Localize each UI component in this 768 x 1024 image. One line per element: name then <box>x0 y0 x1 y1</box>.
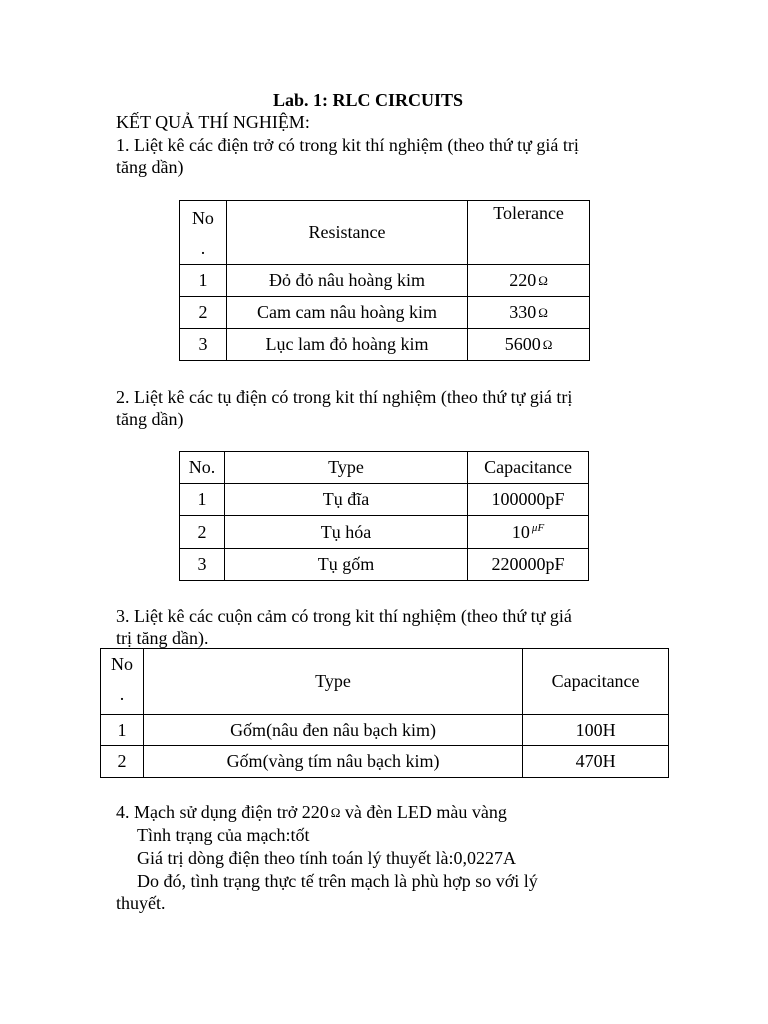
document-title: Lab. 1: RLC CIRCUITS <box>273 90 464 110</box>
header-no: No . <box>180 201 227 265</box>
cell-no: 1 <box>101 715 144 746</box>
table-row <box>101 746 669 778</box>
cell-no: 2 <box>101 746 144 778</box>
table-row <box>180 549 589 581</box>
cell-value: 100H <box>523 715 669 746</box>
cell-no: 1 <box>180 265 227 297</box>
cell-type: Tụ đĩa <box>224 484 467 516</box>
cell-type: Gốm(nâu đen nâu bạch kim) <box>143 715 522 746</box>
cell-no: 3 <box>180 329 227 361</box>
q4-text-line1: 4. Mạch sử dụng điện trở 220 Ω và đèn LED màu vàng <box>116 802 507 822</box>
cell-no: 2 <box>180 516 225 549</box>
cell-value: 330 Ω <box>468 297 590 329</box>
cell-no: 2 <box>180 297 227 329</box>
cell-type: Tụ hóa <box>224 516 467 549</box>
q4-status: Tình trạng của mạch:tốt <box>137 825 310 845</box>
table-header-row <box>101 649 669 715</box>
q3-text-line2: trị tăng dần). <box>116 628 209 648</box>
header-type: Type <box>143 649 522 715</box>
header-capacitance: Capacitance <box>523 649 669 715</box>
q4-conclusion-line2: thuyết. <box>116 893 166 913</box>
inductor-table <box>100 648 669 778</box>
q2-text-line2: tăng dần) <box>116 409 184 429</box>
cell-value: 100000pF <box>468 484 589 516</box>
header-capacitance: Capacitance <box>468 452 589 484</box>
table-header-row <box>180 452 589 484</box>
cell-no: 1 <box>180 484 225 516</box>
header-type: Type <box>224 452 467 484</box>
header-resistance: Resistance <box>226 201 467 265</box>
table-row <box>180 329 590 361</box>
cell-type: Tụ gốm <box>224 549 467 581</box>
table-row <box>180 484 589 516</box>
q4-conclusion-line1: Do đó, tình trạng thực tế trên mạch là phù hợp so với lý <box>137 871 538 891</box>
cell-resistance: Đỏ đỏ nâu hoàng kim <box>226 265 467 297</box>
q3-text-line1: 3. Liệt kê các cuộn cảm có trong kit thí nghiệm (theo thứ tự giá <box>116 606 572 626</box>
cell-value: 470H <box>523 746 669 778</box>
cell-resistance: Lục lam đỏ hoàng kim <box>226 329 467 361</box>
table-row <box>101 715 669 746</box>
cell-value: 5600 Ω <box>468 329 590 361</box>
cell-value: 220000pF <box>468 549 589 581</box>
resistor-table <box>179 200 590 361</box>
q4-current: Giá trị dòng điện theo tính toán lý thuyết là:0,0227A <box>137 848 516 868</box>
cell-no: 3 <box>180 549 225 581</box>
table-row <box>180 297 590 329</box>
table-row <box>180 516 589 549</box>
cell-value: 10 $^{\mu F}$ <box>468 516 589 549</box>
q2-text-line1: 2. Liệt kê các tụ điện có trong kit thí nghiệm (theo thứ tự giá trị <box>116 387 573 407</box>
cell-resistance: Cam cam nâu hoàng kim <box>226 297 467 329</box>
cell-type: Gốm(vàng tím nâu bạch kim) <box>143 746 522 778</box>
table-header-row <box>180 201 590 265</box>
table-row <box>180 265 590 297</box>
results-heading: KẾT QUẢ THÍ NGHIỆM: <box>116 112 310 132</box>
cell-value: 220 Ω <box>468 265 590 297</box>
capacitor-table <box>179 451 589 581</box>
q1-text-line1: 1. Liệt kê các điện trở có trong kit thí nghiệm (theo thứ tự giá trị <box>116 135 579 155</box>
header-no: No . <box>101 649 144 715</box>
header-no: No. <box>180 452 225 484</box>
q1-text-line2: tăng dần) <box>116 157 184 177</box>
header-tolerance: Tolerance <box>468 201 590 265</box>
